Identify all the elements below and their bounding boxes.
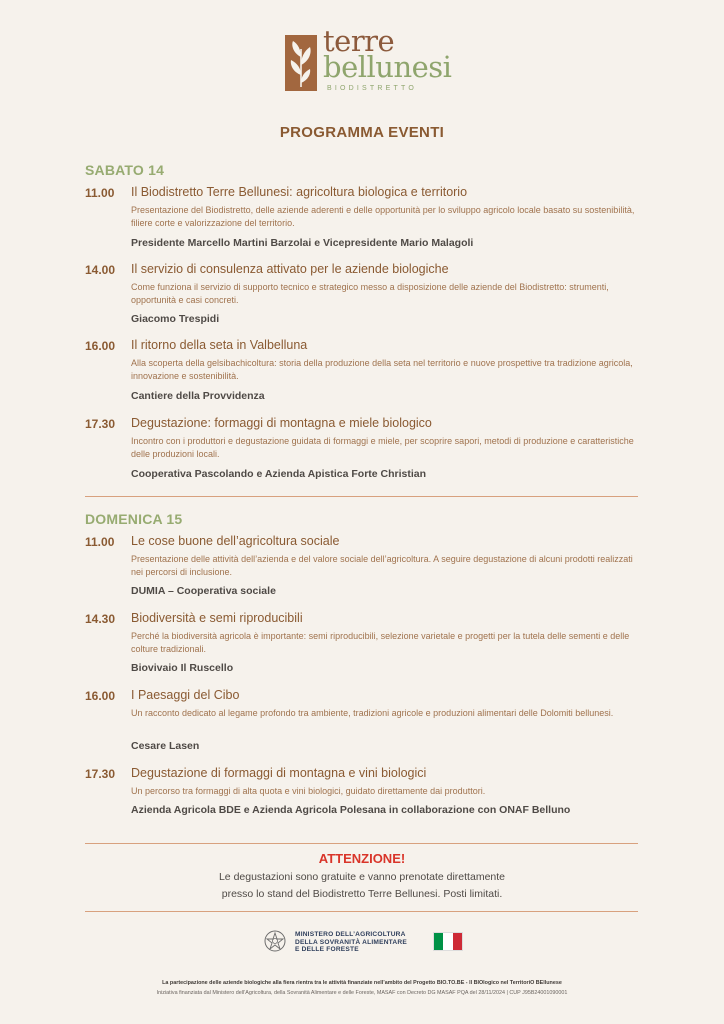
event-speaker: Giacomo Trespidi	[131, 313, 220, 325]
event-description: Un racconto dedicato al legame profondo tra ambiente, tradizioni agricole e produzioni alimentari delle Dolomiti bellunesi.	[131, 708, 614, 718]
logo-text-terre: terre	[323, 24, 395, 58]
event-time: 11.00	[85, 535, 115, 549]
footer-funding: Iniziativa finanziata dal Ministero dell’Agricoltura, della Sovranità Alimentare e delle Foreste, MASAF con Decreto DG MASAF PQA del 28/11/2024 | CUP J95B24001090001	[156, 990, 568, 996]
ministry-block	[264, 927, 464, 957]
leaf-logo-icon	[285, 35, 317, 91]
event-time: 16.00	[85, 339, 116, 353]
republic-emblem-icon	[264, 929, 286, 953]
event-speaker: Cantiere della Provvidenza	[131, 390, 265, 402]
event-title: Il Biodistretto Terre Bellunesi: agricoltura biologica e territorio	[131, 185, 468, 199]
footer-note: La partecipazione delle aziende biologiche alla fiera rientra tra le attività finanziate nell’ambito del Progetto BIO.TO.BE - Il BIOlogico nel TerritoriO BEllunese	[162, 980, 562, 986]
day-heading-sunday: DOMENICA 15	[85, 511, 183, 527]
ministry-name	[295, 931, 407, 954]
event-time: 16.00	[85, 689, 116, 703]
event-description: Incontro con i produttori e degustazione guidata di formaggi e miele, per scoprire sapori, metodi di produzione e caratteristiche delle produzioni locali.	[131, 436, 634, 459]
event-speaker: Biovivaio Il Ruscello	[131, 662, 234, 674]
event-time: 17.30	[85, 417, 116, 431]
event-speaker: Cesare Lasen	[131, 740, 200, 752]
event-speaker: Azienda Agricola BDE e Azienda Agricola Polesana in collaborazione con ONAF Belluno	[131, 804, 571, 816]
attention-line: presso lo stand del Biodistretto Terre Bellunesi. Posti limitati.	[221, 888, 503, 900]
event-speaker: Presidente Marcello Martini Barzolai e Vicepresidente Mario Malagoli	[131, 237, 474, 249]
attention-text	[0, 869, 724, 903]
event-title: I Paesaggi del Cibo	[131, 688, 240, 702]
event-title: Il ritorno della seta in Valbelluna	[131, 338, 308, 352]
day-heading-saturday: SABATO 14	[85, 162, 165, 178]
event-time: 11.00	[85, 186, 115, 200]
event-time: 17.30	[85, 767, 116, 781]
event-description: Alla scoperta della gelsibachicoltura: storia della produzione della seta nel territorio e nuove prospettive tra tradizione agricola, innovazione e sostenibilità.	[131, 358, 633, 381]
logo	[285, 24, 452, 95]
event-speaker: Cooperativa Pascolando e Azienda Apistica Forte Christian	[131, 468, 427, 480]
logo-text-biodistretto: BIODISTRETTO	[327, 85, 417, 92]
ministry-line: MINISTERO DELL’AGRICOLTURA	[295, 931, 406, 938]
event-description: Come funziona il servizio di supporto tecnico e strategico messo a disposizione delle aziende del Biodistretto: strumenti, opportunità e casi concreti.	[131, 282, 609, 305]
event-description: Presentazione del Biodistretto, delle aziende aderenti e delle opportunità per lo sviluppo agricolo locale basato su sostenibilità, filiere corte e valorizzazione del territorio.	[131, 205, 635, 228]
italian-flag-icon	[433, 932, 463, 951]
event-description: Presentazione delle attività dell’azienda e del valore sociale dell’agricoltura. A seguire degustazione di alcuni prodotti realizzati nei percorsi di inclusione.	[131, 554, 633, 577]
event-description: Perché la biodiversità agricola è importante: semi riproducibili, selezione varietale e progetti per la tutela delle sementi e delle colture tradizionali.	[131, 631, 630, 654]
page-title: PROGRAMMA EVENTI	[279, 124, 445, 141]
event-title: Biodiversità e semi riproducibili	[131, 611, 303, 625]
event-speaker: DUMIA – Cooperativa sociale	[131, 585, 276, 597]
logo-text-bellunesi: bellunesi	[323, 50, 452, 84]
attention-line: Le degustazioni sono gratuite e vanno prenotate direttamente	[218, 871, 506, 883]
section-divider	[85, 496, 638, 497]
event-time: 14.30	[85, 612, 116, 626]
event-description: Un percorso tra formaggi di alta quota e vini biologici, guidato direttamente dai produttori.	[131, 786, 486, 796]
event-title: Le cose buone dell’agricoltura sociale	[131, 534, 340, 548]
event-title: Il servizio di consulenza attivato per le aziende biologiche	[131, 262, 449, 276]
event-title: Degustazione di formaggi di montagna e vini biologici	[131, 766, 427, 780]
ministry-line: DELLA SOVRANITÀ ALIMENTARE	[295, 938, 407, 946]
event-title: Degustazione: formaggi di montagna e miele biologico	[131, 416, 432, 430]
section-divider	[85, 911, 638, 912]
attention-heading: ATTENZIONE!	[318, 851, 406, 866]
ministry-line: E DELLE FORESTE	[295, 946, 359, 954]
event-time: 14.00	[85, 263, 116, 277]
section-divider	[85, 843, 638, 844]
